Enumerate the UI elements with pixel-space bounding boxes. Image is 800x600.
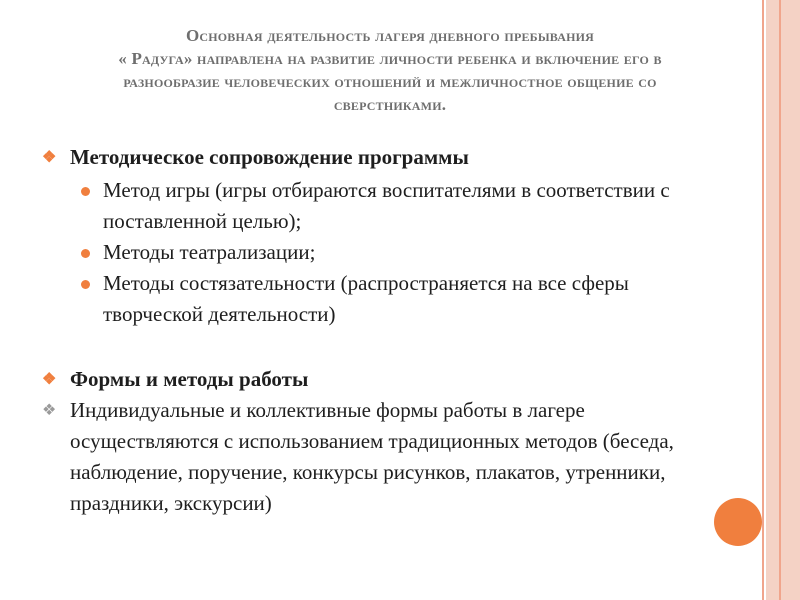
title-line: « Радуга» направлена на развитие личности ребенка и включение его в bbox=[118, 49, 662, 68]
list-item bbox=[40, 237, 720, 268]
section-heading bbox=[40, 364, 720, 395]
bullet-icon: ❖ bbox=[42, 402, 57, 419]
bullet-icon: ❖ bbox=[42, 149, 57, 166]
paragraph-text: Индивидуальные и коллективные формы работы в лагере осуществляются с использованием традиционных методов (беседа, наблюдение, поручение, конкурсы рисунков, плакатов, утренники, праздники, экскурсии) bbox=[70, 398, 674, 515]
section-heading-text: Формы и методы работы bbox=[70, 367, 309, 391]
decor-stripe bbox=[779, 0, 781, 600]
paragraph bbox=[40, 395, 720, 519]
list-item bbox=[40, 175, 720, 237]
title-line: сверстниками. bbox=[333, 95, 447, 114]
list-item bbox=[40, 268, 720, 330]
section-heading bbox=[40, 142, 720, 173]
list-item-text: Метод игры (игры отбираются воспитателями в соответствии с поставленной целью); bbox=[103, 178, 670, 233]
dot-icon bbox=[81, 280, 90, 289]
decor-stripe bbox=[762, 0, 764, 600]
bullet-icon: ❖ bbox=[42, 371, 57, 388]
dot-icon bbox=[81, 187, 90, 196]
list-item-text: Методы состязательности (распространяется на все сферы творческой деятельности) bbox=[103, 271, 629, 326]
slide-title bbox=[30, 24, 750, 116]
title-line: разнообразие человеческих отношений и межличностное общение со bbox=[123, 72, 657, 91]
section-heading-text: Методическое сопровождение программы bbox=[70, 145, 469, 169]
decor-stripe bbox=[766, 0, 796, 600]
decor-stripe bbox=[796, 0, 800, 600]
list-item-text: Методы театрализации; bbox=[103, 240, 316, 264]
slide-content bbox=[40, 142, 720, 519]
decor-circle bbox=[714, 498, 762, 546]
dot-icon bbox=[81, 249, 90, 258]
title-line: Основная деятельность лагеря дневного пребывания bbox=[185, 26, 595, 45]
